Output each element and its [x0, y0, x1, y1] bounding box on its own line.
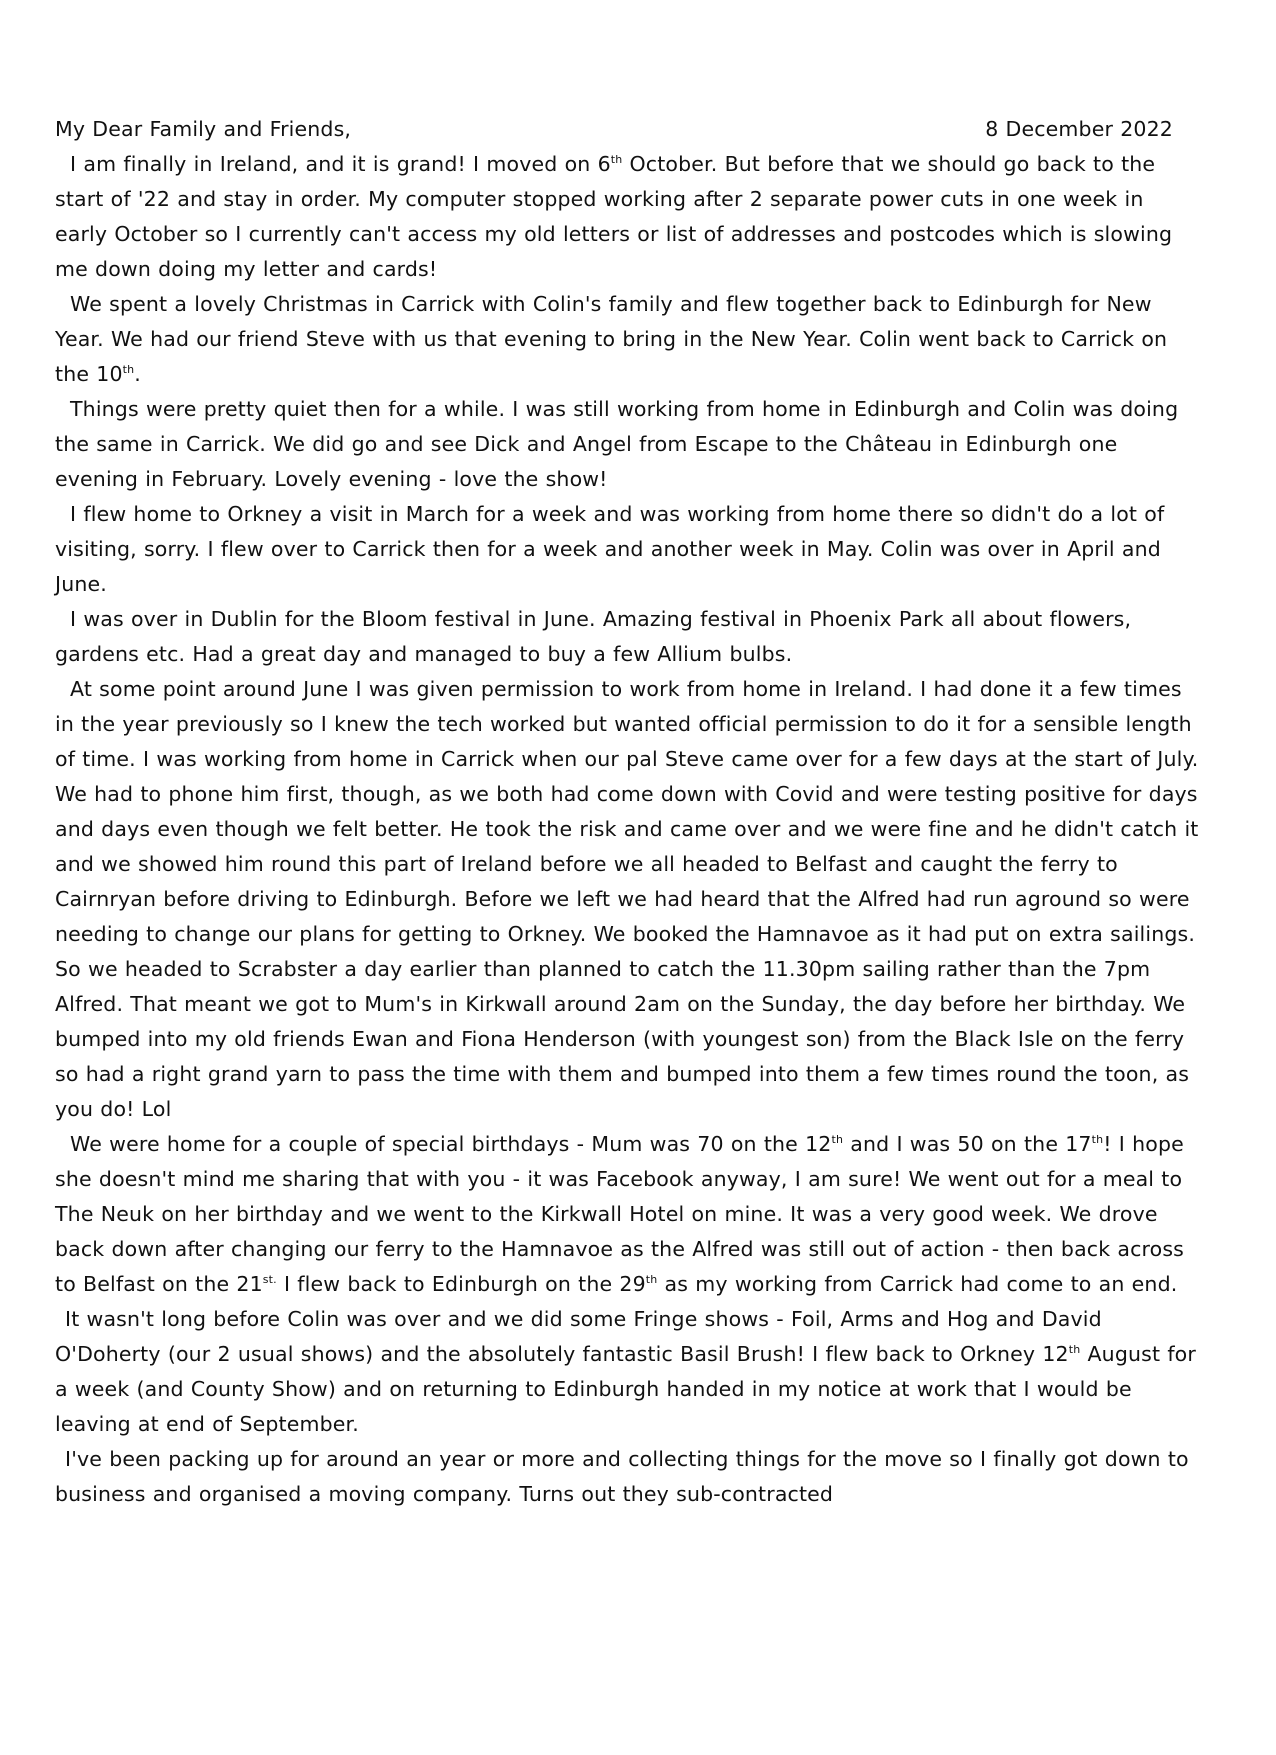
paragraph: We were home for a couple of special birthdays - Mum was 70 on the 12th and I was 50 on the 17th! I hope she doesn't mind me sharing that with you - it was Facebook anyway, I am sure! We went out for a meal to The Neuk on her birthday and we went to the Kirkwall Hotel on mine. It was a very good week. We drove back down after changing our ferry to the Hamnavoe as the Alfred was still out of action - then back across to Belfast on the $21^{st.}$ I flew back to Edinburgh on the 29th as my working from Carrick had come to an end. — [55, 1132, 1185, 1296]
letter-date: 8 December 2022 — [985, 117, 1173, 141]
paragraph: We spent a lovely Christmas in Carrick with Colin's family and flew together back to Edinburgh for New Year. We had our friend Steve with us that evening to bring in the New Year. Colin went back to Carrick on the 10th. — [55, 292, 1168, 386]
letter-body — [55, 112, 1200, 1512]
paragraph: I am finally in Ireland, and it is grand! I moved on 6th October. But before that we should go back to the start of '22 and stay in order. My computer stopped working after 2 separate power cuts in one week in early October so I currently can't access my old letters or list of addresses and postcodes which is slowing me down doing my letter and cards! — [55, 152, 1173, 281]
paragraph: I flew home to Orkney a visit in March for a week and was working from home there so didn't do a lot of visiting, sorry. I flew over to Carrick then for a week and another week in May. Colin was over in April and June. — [55, 502, 1165, 596]
letter-header — [55, 112, 1173, 147]
paragraph: At some point around June I was given permission to work from home in Ireland. I had done it a few times in the year previously so I knew the tech worked but wanted official permission to do it for a sensible length of time. I was working from home in Carrick when our pal Steve came over for a few days at the start of July. We had to phone him first, though, as we both had come down with Covid and were testing positive for days and days even though we felt better. He took the risk and came over and we were fine and he didn't catch it and we showed him round this part of Ireland before we all headed to Belfast and caught the ferry to Cairnryan before driving to Edinburgh. Before we left we had heard that the Alfred had run aground so were needing to change our plans for getting to Orkney. We booked the Hamnavoe as it had put on extra sailings. So we headed to Scrabster a day earlier than planned to catch the 11.30pm sailing rather than the 7pm Alfred. That meant we got to Mum's in Kirkwall around 2am on the Sunday, the day before her birthday. We bumped into my old friends Ewan and Fiona Henderson (with youngest son) from the Black Isle on the ferry so had a right grand yarn to pass the time with them and bumped into them a few times round the toon, as you do! Lol — [55, 677, 1199, 1121]
paragraph: Things were pretty quiet then for a while. I was still working from home in Edinburgh and Colin was doing the same in Carrick. We did go and see Dick and Angel from Escape to the Château in Edinburgh one evening in February. Lovely evening - love the show! — [55, 397, 1179, 491]
paragraph: I was over in Dublin for the Bloom festival in June. Amazing festival in Phoenix Park all about flowers, gardens etc. Had a great day and managed to buy a few Allium bulbs. — [55, 607, 1132, 666]
paragraph: It wasn't long before Colin was over and we did some Fringe shows - Foil, Arms and Hog and David O'Doherty (our 2 usual shows) and the absolutely fantastic Basil Brush! I flew back to Orkney 12th August for a week (and County Show) and on returning to Edinburgh handed in my notice at work that I would be leaving at end of September. — [55, 1307, 1196, 1436]
paragraph: I've been packing up for around an year or more and collecting things for the move so I finally got down to business and organised a moving company. Turns out they sub-contracted — [55, 1447, 1189, 1506]
greeting: My Dear Family and Friends, — [55, 117, 352, 141]
